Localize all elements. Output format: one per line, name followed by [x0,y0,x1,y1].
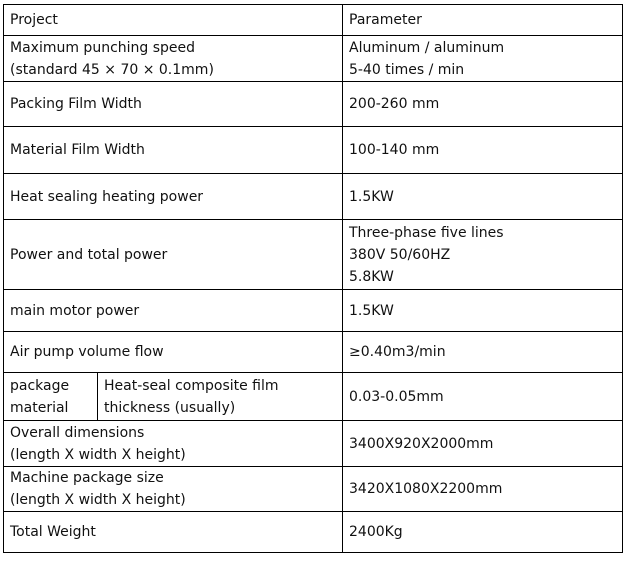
label-package-material-group [4,373,98,421]
value-package-size: 3420X1080X2200mm [343,467,623,512]
label-heat-sealing-power: Heat sealing heating power [4,174,343,220]
value-heat-sealing-power: 1.5KW [343,174,623,220]
value-line: Three-phase five lines [349,224,504,241]
label-line: Maximum punching speed [10,39,196,56]
value-package-material: 0.03-0.05mm [343,373,623,421]
value-total-weight: 2400Kg [343,512,623,553]
header-parameter: Parameter [343,5,623,36]
label-total-weight: Total Weight [4,512,343,553]
value-line: 5-40 times / min [349,61,465,78]
label-punching-speed [4,36,343,82]
table-row-package-material [4,373,623,421]
label-packing-film-width: Packing Film Width [4,82,343,127]
value-line: Aluminum / aluminum [349,39,505,56]
value-power-total [343,220,623,290]
label-line: material [10,399,69,416]
value-main-motor-power: 1.5KW [343,290,623,332]
label-package-size [4,467,343,512]
table-row-total-weight [4,512,623,553]
value-line: 380V 50/60HZ [349,246,451,263]
table-row-power-total [4,220,623,290]
table-row-main-motor-power [4,290,623,332]
value-packing-film-width: 200-260 mm [343,82,623,127]
value-punching-speed [343,36,623,82]
label-line: Machine package size [10,470,164,486]
label-line: (length X width X height) [10,492,186,508]
table-row-punching-speed [4,36,623,82]
value-overall-dimensions: 3400X920X2000mm [343,421,623,467]
header-project: Project [4,5,343,36]
table-row-material-film-width [4,127,623,174]
label-material-film-width: Material Film Width [4,127,343,174]
label-line: Overall dimensions [10,424,145,441]
table-row-overall-dimensions [4,421,623,467]
value-line: 5.8KW [349,268,394,285]
label-line: thickness (usually) [104,399,236,416]
value-air-pump-flow: ≥0.40m3/min [343,332,623,373]
table-row-air-pump-flow [4,332,623,373]
label-package-material-sub [98,373,343,421]
spec-table [3,4,623,553]
label-power-total: Power and total power [4,220,343,290]
table-row-heat-sealing-power [4,174,623,220]
table-row-packing-film-width [4,82,623,127]
label-main-motor-power: main motor power [4,290,343,332]
label-line: Heat-seal composite film [104,377,279,394]
label-air-pump-flow: Air pump volume flow [4,332,343,373]
label-line: (standard 45 × 70 × 0.1mm) [10,61,214,78]
value-material-film-width: 100-140 mm [343,127,623,174]
table-row-header [4,5,623,36]
label-line: (length X width X height) [10,446,186,463]
table-row-package-size [4,467,623,512]
label-line: package [10,377,70,394]
label-overall-dimensions [4,421,343,467]
